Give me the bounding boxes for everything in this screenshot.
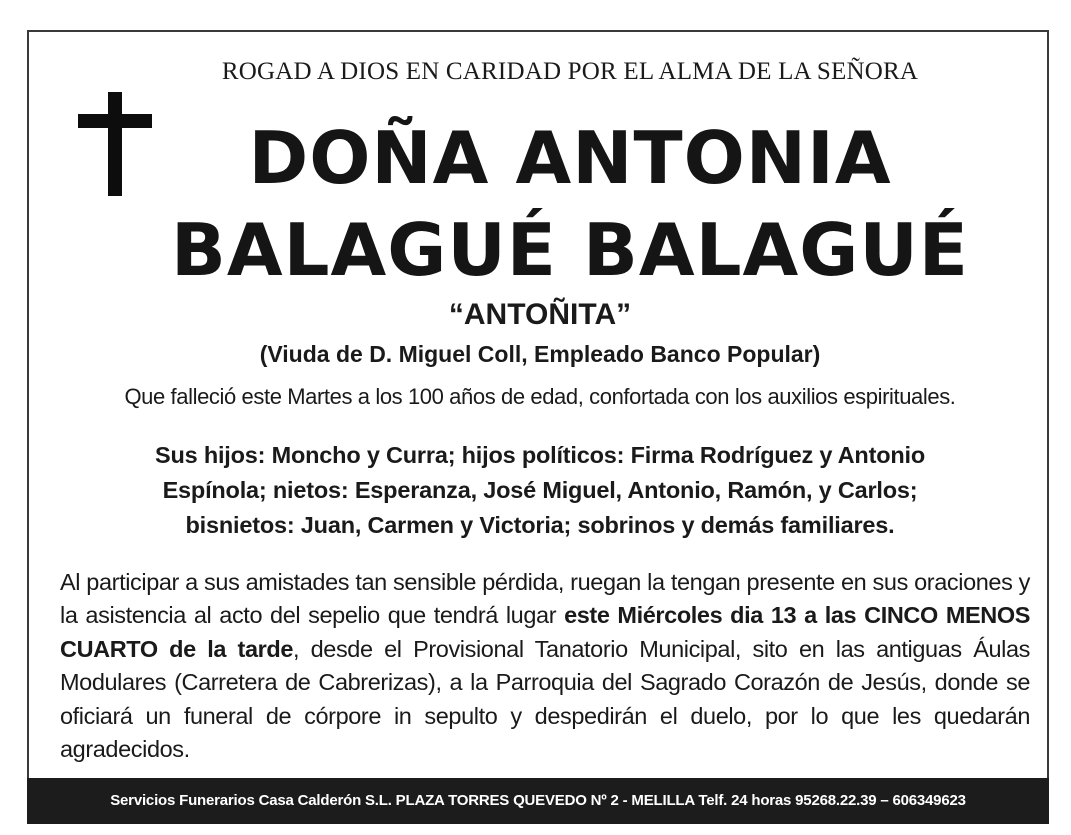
- funeral-details-paragraph: [60, 566, 1030, 766]
- funeral-date-time: este Miércoles dia 13 a las CINCO MENOS CUARTO de la tarde: [60, 602, 1030, 662]
- funeral-details-location: , desde el Provisional Tanatorio Municipal, sito en las antiguas Áulas Modulares (Carretera de Cabrerizas), a la Parroquia del Sagrado Corazón de Jesús, donde se oficiará un funeral de córpore in sepulto y despedirán el duelo, por lo que les quedarán agradecidos.: [60, 635, 1030, 763]
- family-line-3: bisnietos: Juan, Carmen y Victoria; sobrinos y demás familiares.: [185, 512, 895, 538]
- death-announcement: Que falleció este Martes a los 100 años de edad, confortada con los auxilios espirituales.: [124, 384, 956, 409]
- deceased-nickname: “ANTOÑITA”: [448, 298, 632, 331]
- cross-horizontal-bar: [78, 114, 152, 128]
- cross-icon: [78, 92, 152, 196]
- family-list: [50, 438, 1030, 543]
- funeral-home-footer: Servicios Funerarios Casa Calderón S.L. PLAZA TORRES QUEVEDO Nº 2 - MELILLA Telf. 24 horas 95268.22.39 – 606349623: [27, 778, 1049, 824]
- cross-vertical-bar: [108, 92, 122, 196]
- deceased-name-line-2: BALAGUÉ BALAGUÉ: [171, 208, 969, 292]
- deceased-name-line-1: DOÑA ANTONIA: [248, 116, 892, 200]
- notice-heading: ROGAD A DIOS EN CARIDAD POR EL ALMA DE LA SEÑORA: [221, 58, 919, 85]
- funeral-details-intro: Al participar a sus amistades tan sensible pérdida, ruegan la tengan presente en sus oraciones y la asistencia al acto del sepelio que tendrá lugar: [60, 569, 1030, 629]
- family-line-1: Sus hijos: Moncho y Curra; hijos políticos: Firma Rodríguez y Antonio: [155, 442, 925, 468]
- widow-of-line: (Viuda de D. Miguel Coll, Empleado Banco Popular): [259, 341, 821, 367]
- family-line-2: Espínola; nietos: Esperanza, José Miguel, Antonio, Ramón, y Carlos;: [162, 477, 918, 503]
